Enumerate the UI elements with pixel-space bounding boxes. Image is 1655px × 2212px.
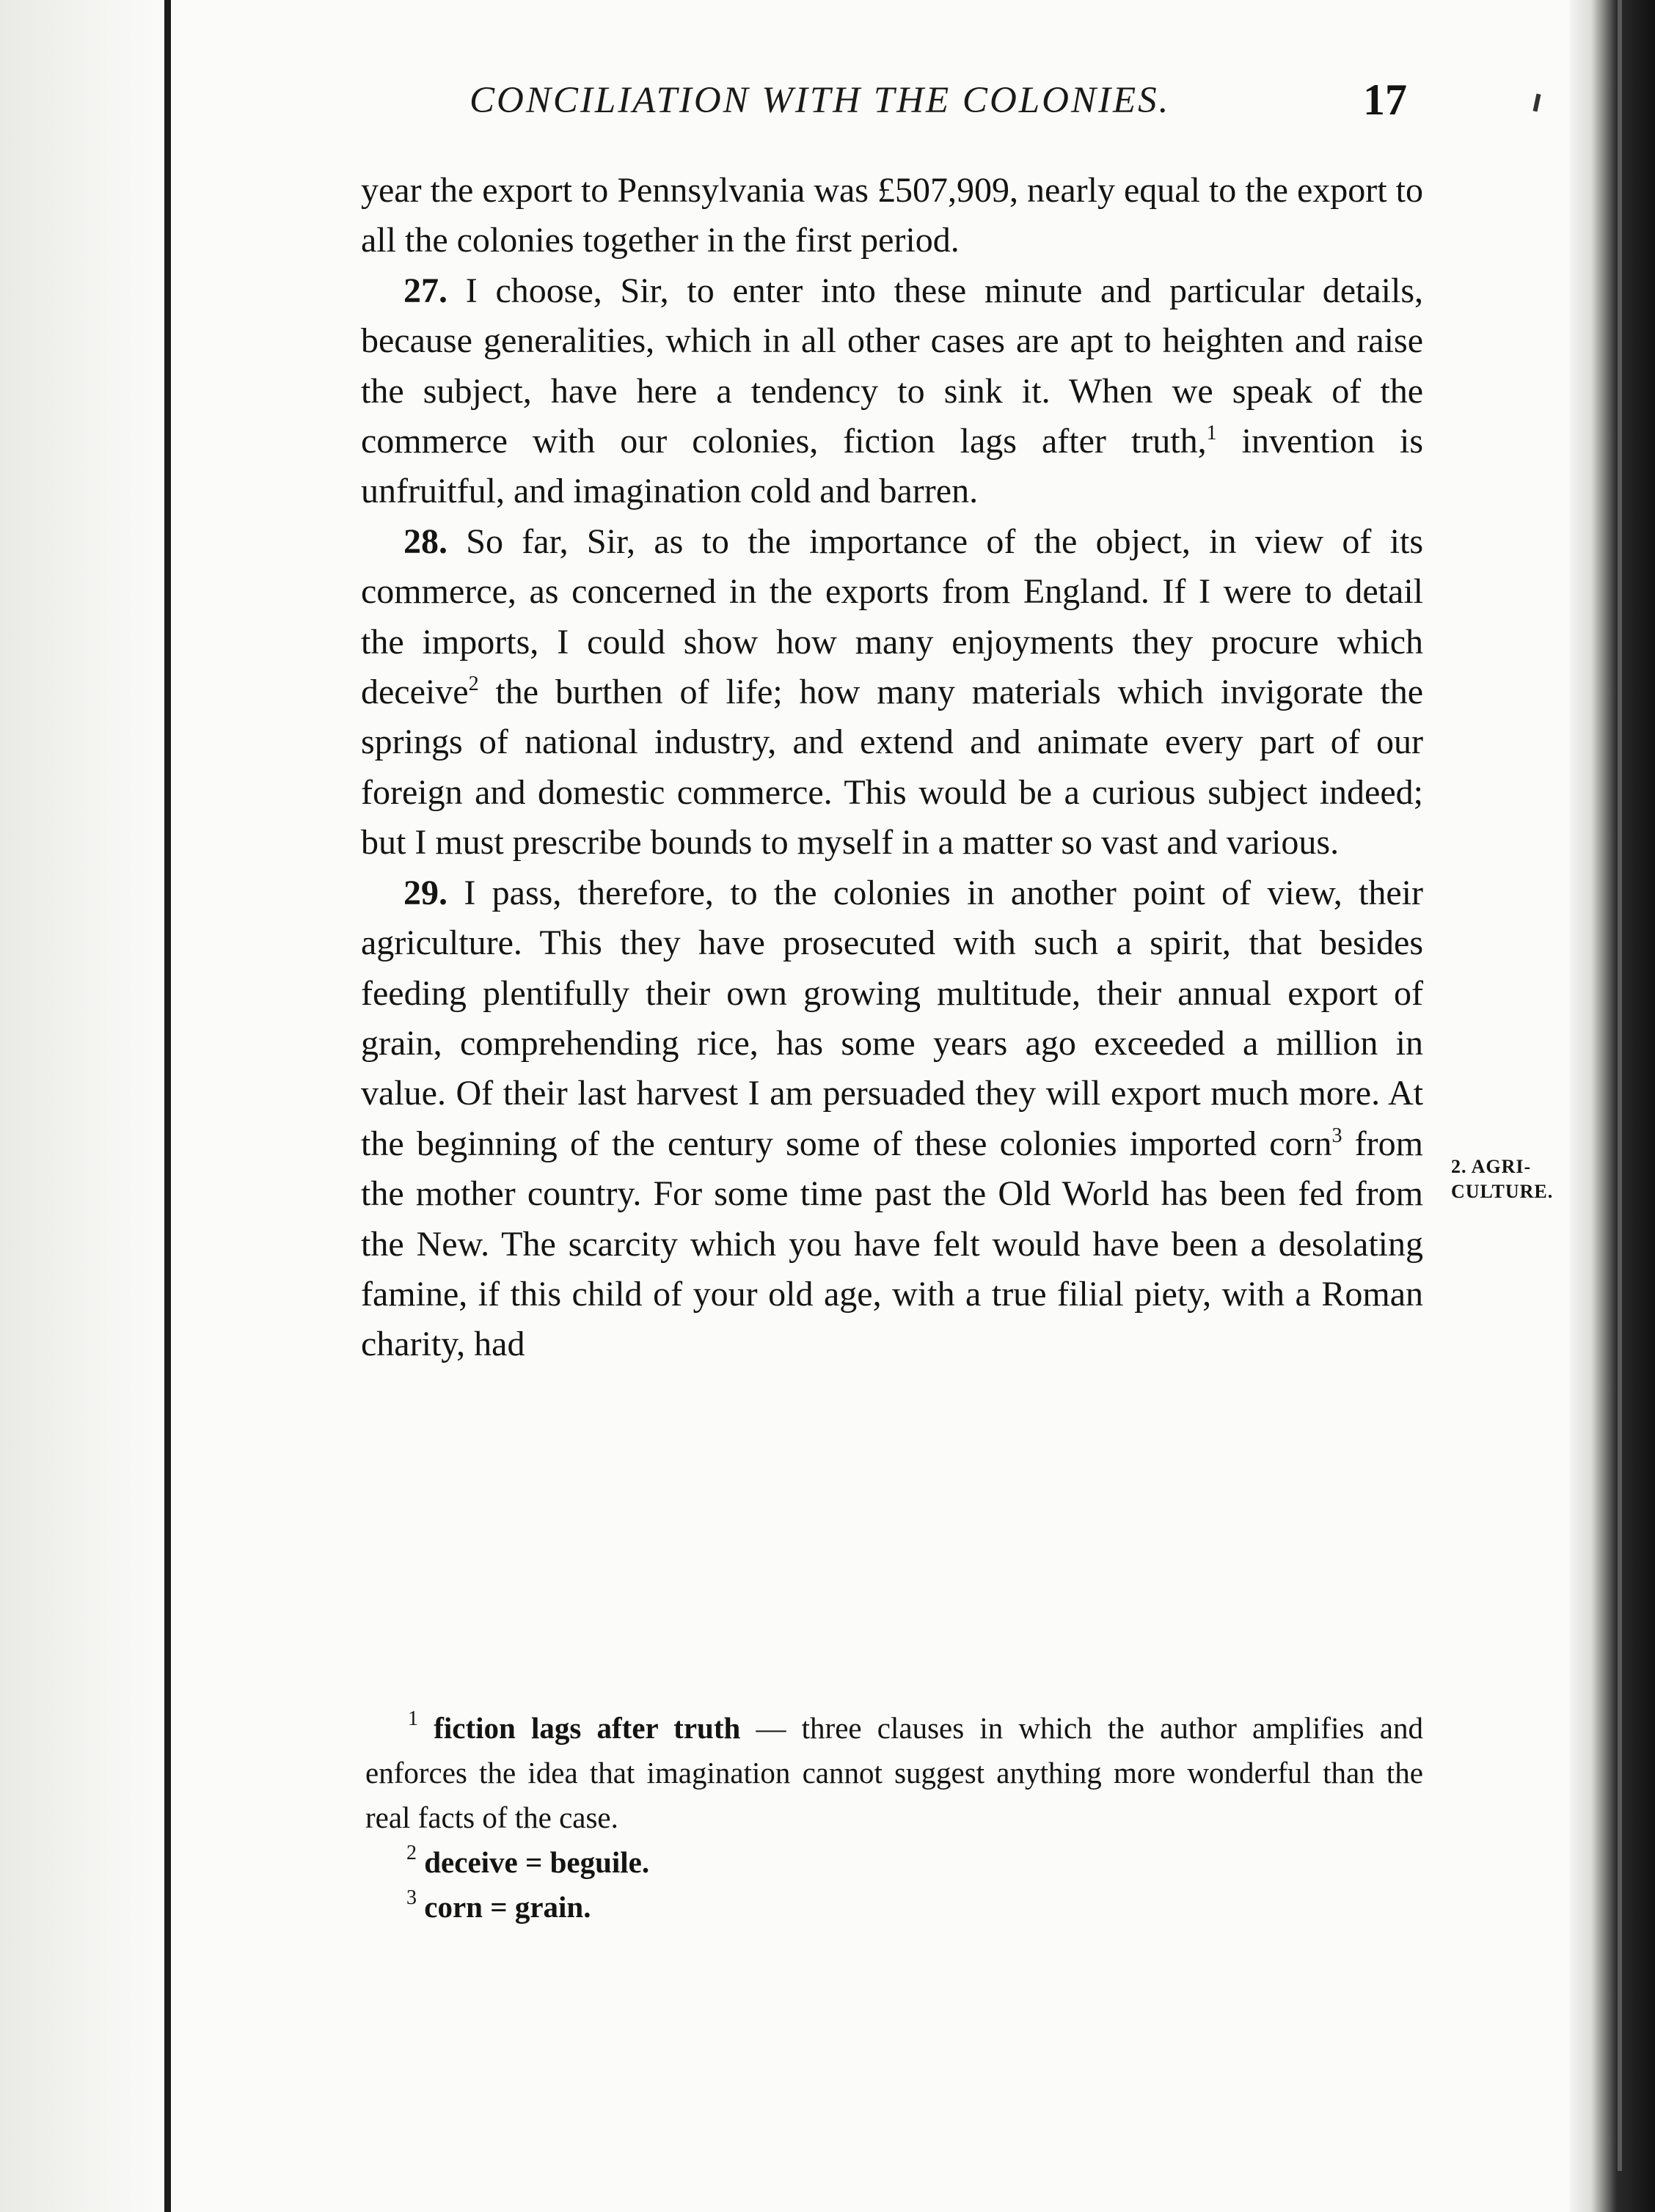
continued-paragraph <box>361 166 1423 266</box>
paragraph-number: 27. <box>403 271 447 310</box>
paragraph-number: 29. <box>403 873 447 912</box>
paragraph-text: I pass, therefore, to the colonies in another point of view, their agriculture. This they have prosecuted with such a spirit, that besides feeding plentifully their own growing multitude, their annual export of grain, comprehending rice, has some years ago exceeded a million in value. Of their last harvest I am persuaded they will export much more. At the beginning of the century some of these colonies imported corn <box>361 873 1423 1163</box>
paragraph-text: So far, Sir, as to the importance of the object, in view of its commerce, as concerned in the exports from England. If I were to detail the imports, I could show how many enjoyments they procure which deceive <box>361 521 1423 712</box>
footnote-mark: 2 <box>406 1842 417 1864</box>
book-spine-edge <box>164 0 171 2212</box>
page-number: 17 <box>1363 76 1407 124</box>
footnote-term: fiction lags after truth <box>434 1711 741 1745</box>
scan-speck <box>1533 94 1541 112</box>
footnote-ref: 2 <box>468 673 479 696</box>
footnote-term: deceive <box>424 1845 518 1879</box>
footnote-text: — three clauses in which the author amplifies and enforces the idea that imagination cannot suggest anything more wonderful than the real facts of the case. <box>365 1711 1424 1834</box>
footnote-3 <box>365 1885 1423 1930</box>
footnotes <box>365 1706 1423 1930</box>
paragraph-text: invention is unfruitful, and imagination cold and barren. <box>361 422 1424 511</box>
sidenote-line: 2. AGRI- <box>1451 1156 1532 1177</box>
scan-left-margin <box>0 0 170 2212</box>
text-line: equal to the export to all the colonies together in the first <box>361 171 1423 260</box>
paragraph-28 <box>361 517 1423 868</box>
paragraph-27 <box>361 266 1423 517</box>
footnote-ref: 1 <box>1206 422 1217 445</box>
footnote-mark: 3 <box>406 1886 417 1909</box>
sidenote-line: CULTURE. <box>1451 1181 1554 1202</box>
text-line: year the export to Pennsylvania was £507,909, nearly <box>361 171 1115 210</box>
footnote-ref: 3 <box>1331 1124 1342 1147</box>
paragraph-text: from the mother country. For some time past the Old World has been fed from the New. The scarcity which you have felt would have been a desolating famine, if this child of your old age, with a true filial piety, with a Roman charity, had <box>361 1124 1423 1364</box>
footnote-text: = grain. <box>482 1890 591 1924</box>
margin-sidenote <box>1451 1154 1561 1204</box>
paragraph-number: 28. <box>403 521 447 561</box>
footnote-text: = beguile. <box>517 1845 650 1879</box>
footnote-2 <box>365 1840 1423 1885</box>
running-title: CONCILIATION WITH THE COLONIES. <box>470 80 1171 121</box>
body-text <box>361 166 1423 1370</box>
text-line: period. <box>861 221 960 260</box>
page-right-edge <box>1570 0 1655 2212</box>
running-header <box>470 79 1423 138</box>
footnote-term: corn <box>424 1890 483 1924</box>
paragraph-29 <box>361 868 1423 1370</box>
footnote-1 <box>365 1706 1423 1840</box>
page-edge-line <box>1618 0 1622 2171</box>
paragraph-text: I choose, Sir, to enter into these minute and particular details, because generalities, which in all other cases are apt to heighten and raise the subject, have here a tendency to sink it. When we speak of the commerce with our colonies, fiction lags after truth, <box>361 271 1423 461</box>
paragraph-text: the burthen of life; how many materials which invigorate the springs of national industry, and extend and animate every part of our foreign and domestic commerce. This would be a curious subject indeed; but I must prescribe bounds to myself in a matter so vast and various. <box>361 673 1423 863</box>
footnote-mark: 1 <box>408 1707 418 1730</box>
